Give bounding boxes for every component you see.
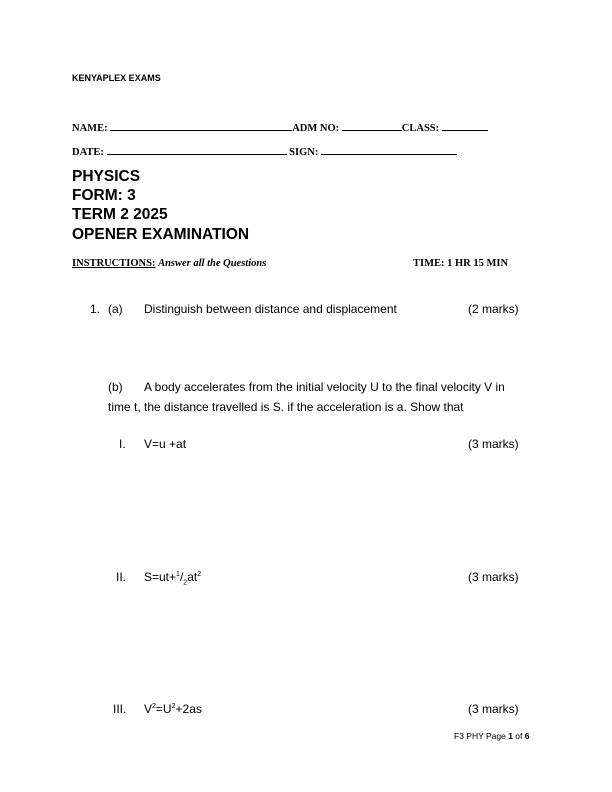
adm-no-blank[interactable]: [342, 121, 402, 131]
time-allowed: TIME: 1 HR 15 MIN: [413, 258, 509, 269]
sub-part-1-equation: V=u +at: [144, 437, 187, 451]
exam-title: OPENER EXAMINATION: [72, 226, 250, 243]
equation-text: =U: [155, 702, 172, 716]
form-title: FORM: 3: [72, 187, 136, 204]
footer-prefix: F3 PHY Page: [454, 731, 509, 741]
class-blank[interactable]: [442, 121, 488, 131]
page-number: 1: [508, 731, 513, 741]
part-a-label: (a): [108, 302, 123, 316]
sub-part-3-label: III.: [113, 702, 127, 716]
sub-part-1-label: I.: [119, 437, 126, 451]
equation-text: at: [187, 570, 198, 584]
instructions-label: INSTRUCTIONS:: [72, 258, 156, 269]
sub-part-2-marks: (3 marks): [468, 570, 519, 584]
part-a-text: Distinguish between distance and displacement: [144, 302, 397, 316]
exponent: 2: [197, 571, 202, 578]
fraction-denominator: 2: [183, 579, 188, 587]
question-number: 1.: [90, 302, 101, 316]
term-title: TERM 2 2025: [72, 206, 168, 223]
date-blank[interactable]: [107, 145, 287, 155]
page-total: 6: [524, 731, 530, 741]
date-label: DATE:: [72, 147, 104, 158]
sign-blank[interactable]: [321, 145, 457, 155]
adm-no-label: ADM NO:: [292, 123, 340, 134]
sub-part-1-marks: (3 marks): [468, 437, 519, 451]
page-footer: [454, 731, 529, 741]
exponent: 2: [152, 703, 156, 710]
exam-provider-header: KENYAPLEX EXAMS: [72, 73, 161, 83]
instructions: [72, 258, 266, 269]
fraction-numerator: 1: [176, 571, 180, 578]
subject-title: PHYSICS: [72, 168, 141, 185]
sub-part-3-marks: (3 marks): [468, 702, 519, 716]
instructions-text: Answer all the Questions: [158, 258, 267, 269]
name-blank[interactable]: [110, 121, 292, 131]
name-label: NAME:: [72, 123, 108, 134]
equation-text: V: [144, 702, 153, 716]
footer-of: of: [512, 731, 525, 741]
equation-text: S=ut+: [144, 570, 177, 584]
sub-part-2-label: II.: [116, 570, 127, 584]
student-info-row-2: [72, 145, 457, 158]
part-a-marks: (2 marks): [468, 302, 519, 316]
fraction-slash: /: [179, 570, 184, 584]
student-info-row-1: [72, 121, 488, 134]
part-b-label: (b): [108, 380, 123, 394]
sub-part-2-equation: [144, 570, 202, 587]
part-b-text-line1: A body accelerates from the initial velocity U to the final velocity V in: [144, 380, 505, 394]
exponent: 2: [171, 703, 176, 710]
sub-part-3-equation: [144, 702, 202, 716]
sign-label: SIGN:: [289, 147, 319, 158]
part-b-text-line2: time t, the distance travelled is S. if the acceleration is a. Show that: [108, 400, 464, 414]
class-label: CLASS:: [401, 123, 440, 134]
equation-text: +2as: [175, 702, 202, 716]
